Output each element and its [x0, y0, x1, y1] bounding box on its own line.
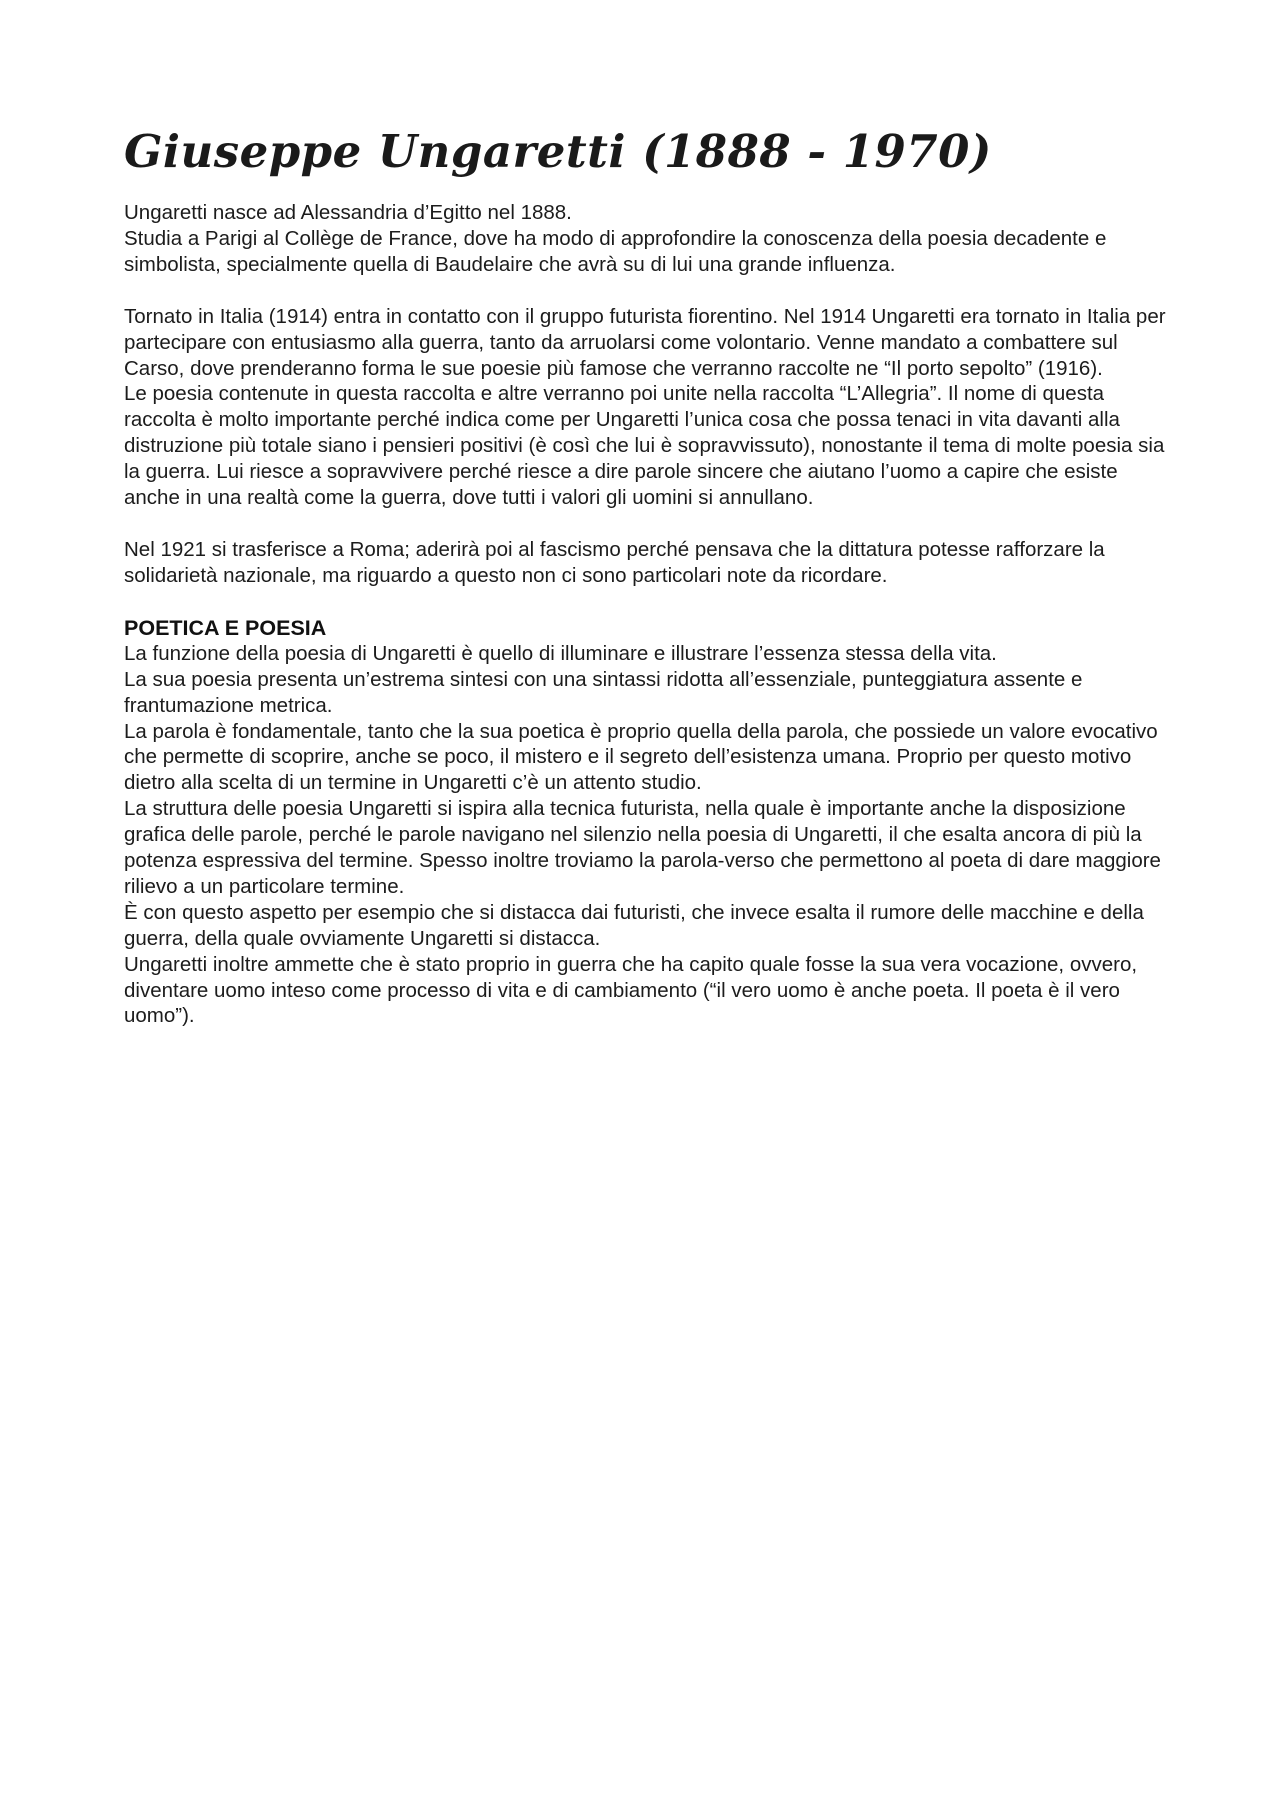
intro-paragraph-1: Ungaretti nasce ad Alessandria d’Egitto nel 1888. — [124, 201, 572, 224]
poetica-paragraph-1: La funzione della poesia di Ungaretti è quello di illuminare e illustrare l’essenza stessa della vita. — [124, 641, 997, 665]
poetica-paragraph-6: Ungaretti inoltre ammette che è stato proprio in guerra che ha capito quale fosse la sua vera vocazione, ovvero, diventare uomo inteso come processo di vita e di cambiamento (“il vero uomo è anche poeta. Il poeta è il vero uomo”). — [124, 952, 1138, 1028]
poetica-paragraph-3: La parola è fondamentale, tanto che la sua poetica è proprio quella della parola, che possiede un valore evocativo che permette di scoprire, anche se poco, il mistero e il segreto dell’esistenza umana. Proprio per questo motivo dietro alla scelta di un termine in Ungaretti c’è un attento studio. — [124, 719, 1158, 795]
bio-paragraph-2: Le poesia contenute in questa raccolta e altre verranno poi unite nella raccolta “L’Allegria”. Il nome di questa raccolta è molto importante perché indica come per Ungaretti l’unica cosa che possa tenaci in vita davanti alla distruzione più totale siano i pensieri positivi (è così che lui è sopravvissuto), nonostante il tema di molte poesia sia la guerra. Lui riesce a sopravvivere perché riesce a dire parole sincere che aiutano l’uomo a capire che esiste anche in una realtà come la guerra, dove tutti i valori gli uomini si annullano. — [124, 382, 1165, 510]
poetica-paragraph-5: È con questo aspetto per esempio che si distacca dai futuristi, che invece esalta il rumore delle macchine e della guerra, della quale ovviamente Ungaretti si distacca. — [124, 900, 1144, 950]
bio-paragraph-1: Tornato in Italia (1914) entra in contatto con il gruppo futurista fiorentino. Nel 1914 Ungaretti era tornato in Italia per partecipare con entusiasmo alla guerra, tanto da arruolarsi come volontario. Venne mandato a combattere sul Carso, dove prenderanno forma le sue poesie più famose che verranno raccolte ne “Il porto sepolto” (1916). — [124, 304, 1166, 380]
poetica-paragraph-2: La sua poesia presenta un’estrema sintesi con una sintassi ridotta all’essenziale, punteggiatura assente e frantumazione metrica. — [124, 667, 1083, 717]
section-heading-poetica: POETICA E POESIA — [124, 615, 327, 640]
section-spacer — [124, 589, 1174, 615]
intro-paragraph-2: Studia a Parigi al Collège de France, dove ha modo di approfondire la conoscenza della poesia decadente e simbolista, specialmente quella di Baudelaire che avrà su di lui una grande influenza. — [124, 226, 1107, 276]
poetica-paragraph-4: La struttura delle poesia Ungaretti si ispira alla tecnica futurista, nella quale è importante anche la disposizione grafica delle parole, perché le parole navigano nel silenzio nella poesia di Ungaretti, il che esalta ancora di più la potenza espressiva del termine. Spesso inoltre troviamo la parola-verso che permettono al poeta di dare maggiore rilievo a un particolare termine. — [124, 797, 1161, 898]
paragraph-spacer — [124, 278, 1174, 304]
document-title: Giuseppe Ungaretti (1888 - 1970) — [124, 125, 992, 178]
rome-paragraph: Nel 1921 si trasferisce a Roma; aderirà poi al fascismo perché pensava che la dittatura potesse rafforzare la solidarietà nazionale, ma riguardo a questo non ci sono particolari note da ricordare. — [124, 537, 1105, 587]
paragraph-spacer — [124, 511, 1174, 537]
document-page — [124, 124, 1174, 1029]
